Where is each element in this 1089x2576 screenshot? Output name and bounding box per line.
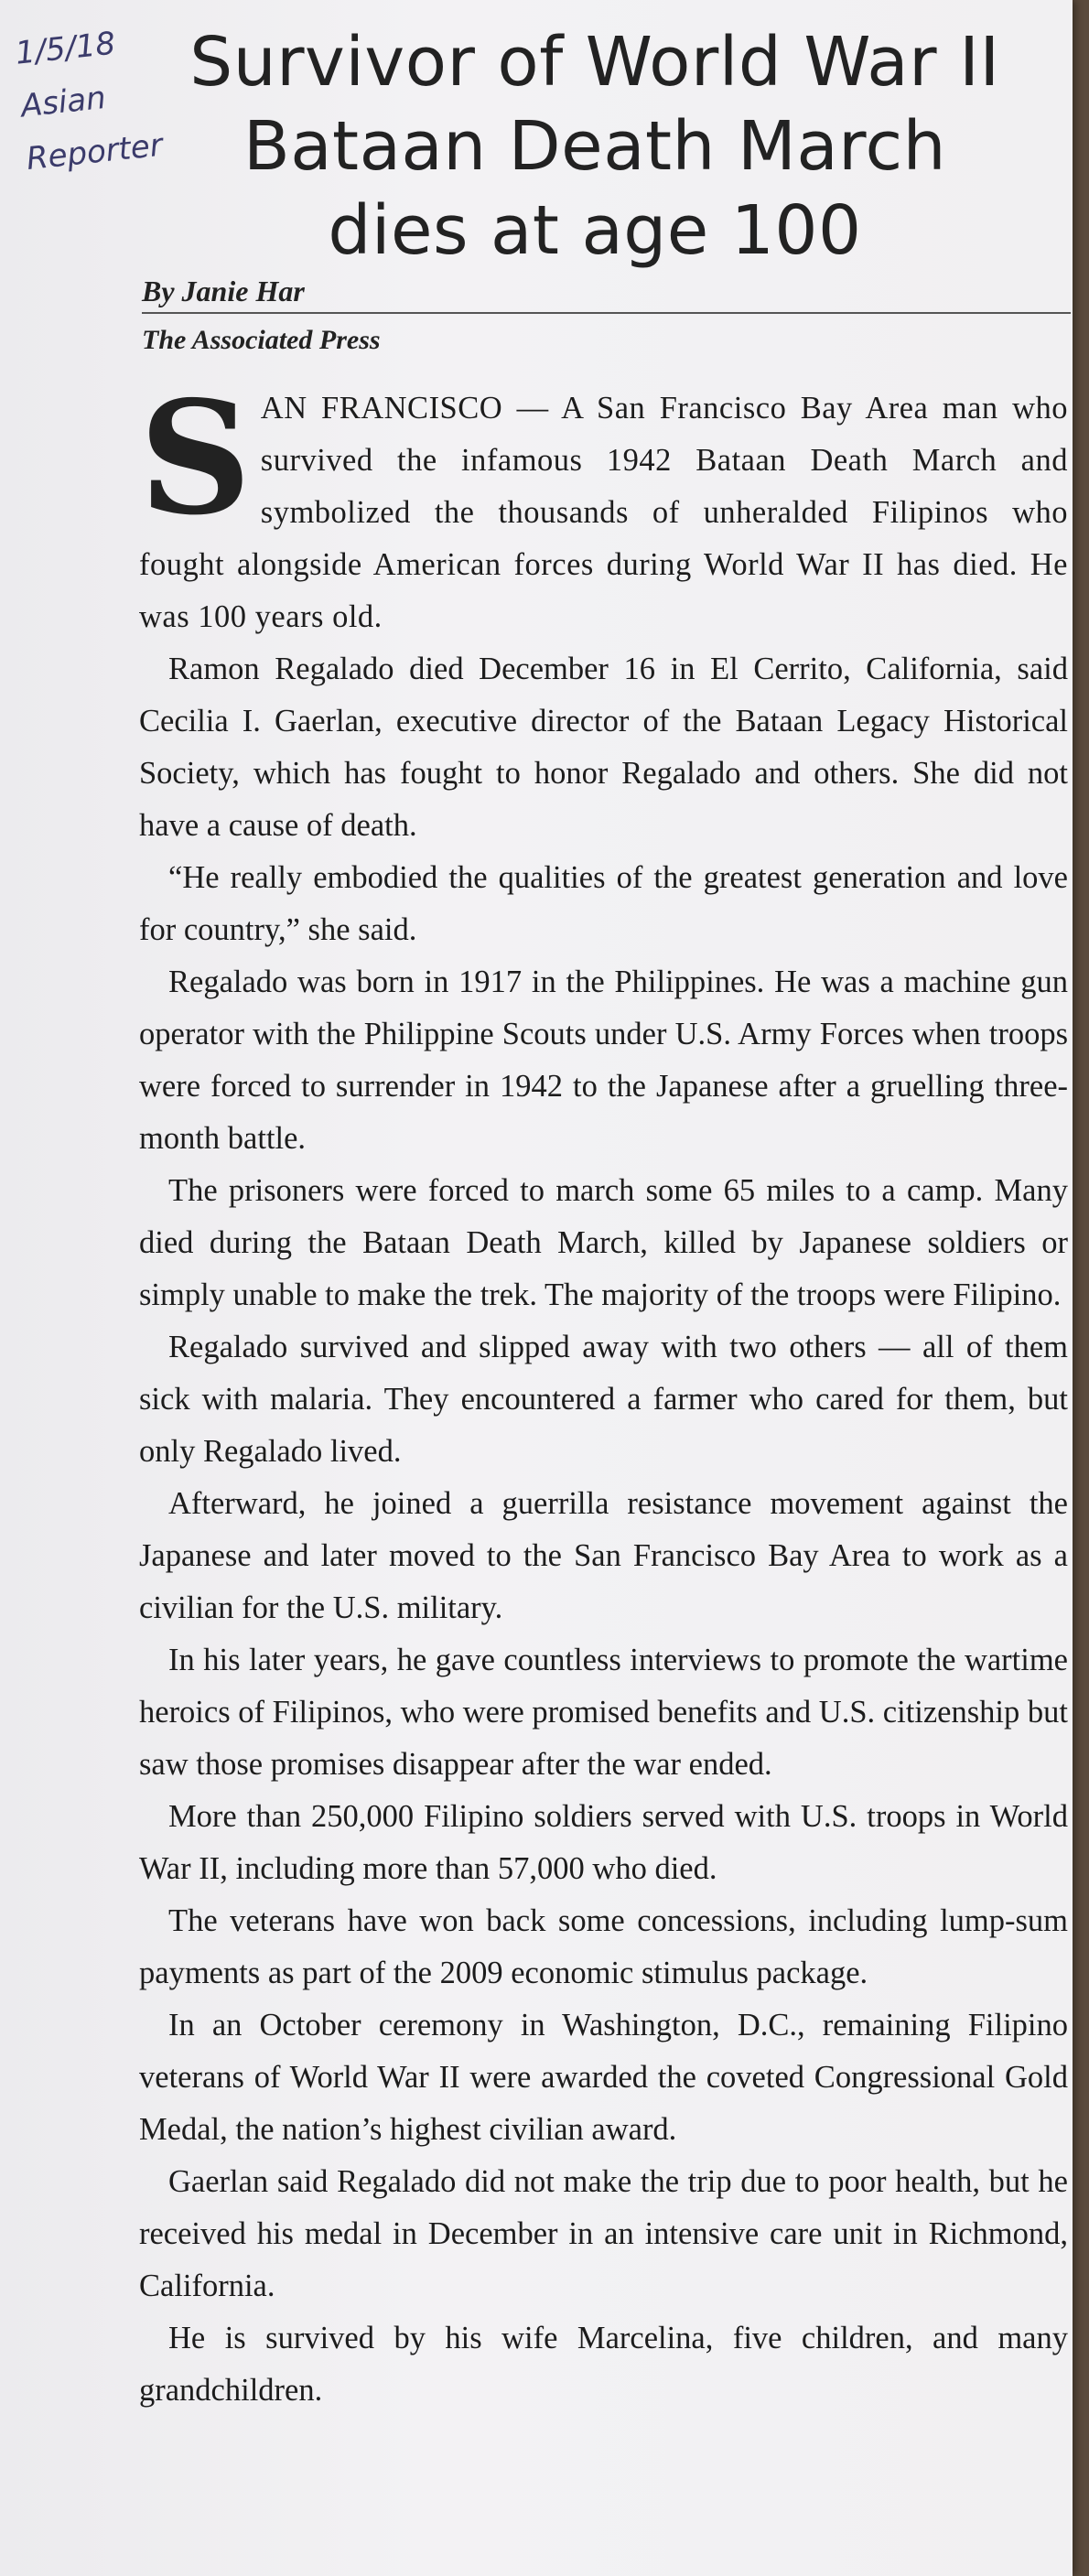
drop-cap: S xyxy=(139,367,252,550)
news-agency: The Associated Press xyxy=(142,325,381,355)
paragraph: Ramon Regalado died December 16 in El Cerrito, California, said Cecilia I. Gaerlan, executive director of the Bataan Legacy Historical Society, which has fought to honor Regalado and others. She did not have a cause of death. xyxy=(139,652,1068,843)
paragraph: Regalado survived and slipped away with two others — all of them sick with malaria. They encountered a farmer who cared for them, but only Regalado lived. xyxy=(139,1330,1068,1469)
byline: By Janie Har xyxy=(142,275,1071,314)
paragraph: The veterans have won back some concessions, including lump-sum payments as part of the 2009 economic stimulus package. xyxy=(139,1903,1068,1990)
headline-line1: Survivor of World War II xyxy=(189,23,1000,102)
handwritten-date: 1/5/18 xyxy=(13,25,117,72)
paragraph: The prisoners were forced to march some 65 miles to a camp. Many died during the Bataan Death March, killed by Japanese soldiers or simply unable to make the trek. The majority of the troops were Filipino. xyxy=(139,1173,1068,1312)
headline-line3: dies at age 100 xyxy=(328,191,862,270)
headline-line2: Bataan Death March xyxy=(243,107,947,186)
paragraph: In his later years, he gave countless interviews to promote the wartime heroics of Filipinos, who were promised benefits and U.S. citizenship but saw those promises disappear after the war ended. xyxy=(139,1643,1068,1782)
lead-text: AN FRANCISCO — A San Francisco Bay Area man who survived the infamous 1942 Bataan Death March and symbolized the thousands of unheralded Filipinos who fought alongside American forces during World War II has died. He was 100 years old. xyxy=(139,391,1068,634)
paragraph: In an October ceremony in Washington, D.C., remaining Filipino veterans of World War II were awarded the coveted Congressional Gold Medal, the nation’s highest civilian award. xyxy=(139,2008,1068,2147)
handwritten-source-line1: Asian xyxy=(19,79,108,125)
lead-paragraph xyxy=(139,367,1068,643)
headline xyxy=(146,20,1043,273)
paragraph: “He really embodied the qualities of the greatest generation and love for country,” she said. xyxy=(139,860,1068,947)
handwritten-source-line2: Reporter xyxy=(25,126,165,178)
article-body xyxy=(139,367,1068,2417)
paragraph: More than 250,000 Filipino soldiers served with U.S. troops in World War II, including more than 57,000 who died. xyxy=(139,1799,1068,1886)
paragraph: Regalado was born in 1917 in the Philippines. He was a machine gun operator with the Philippine Scouts under U.S. Army Forces when troops were forced to surrender in 1942 to the Japanese after a gruelling three-month battle. xyxy=(139,965,1068,1156)
paragraph: Gaerlan said Regalado did not make the trip due to poor health, but he received his medal in December in an intensive care unit in Richmond, California. xyxy=(139,2164,1068,2303)
paragraph: Afterward, he joined a guerrilla resistance movement against the Japanese and later moved to the San Francisco Bay Area to work as a civilian for the U.S. military. xyxy=(139,1486,1068,1625)
handwritten-note xyxy=(13,14,165,186)
paragraph: He is survived by his wife Marcelina, five children, and many grandchildren. xyxy=(139,2321,1068,2408)
